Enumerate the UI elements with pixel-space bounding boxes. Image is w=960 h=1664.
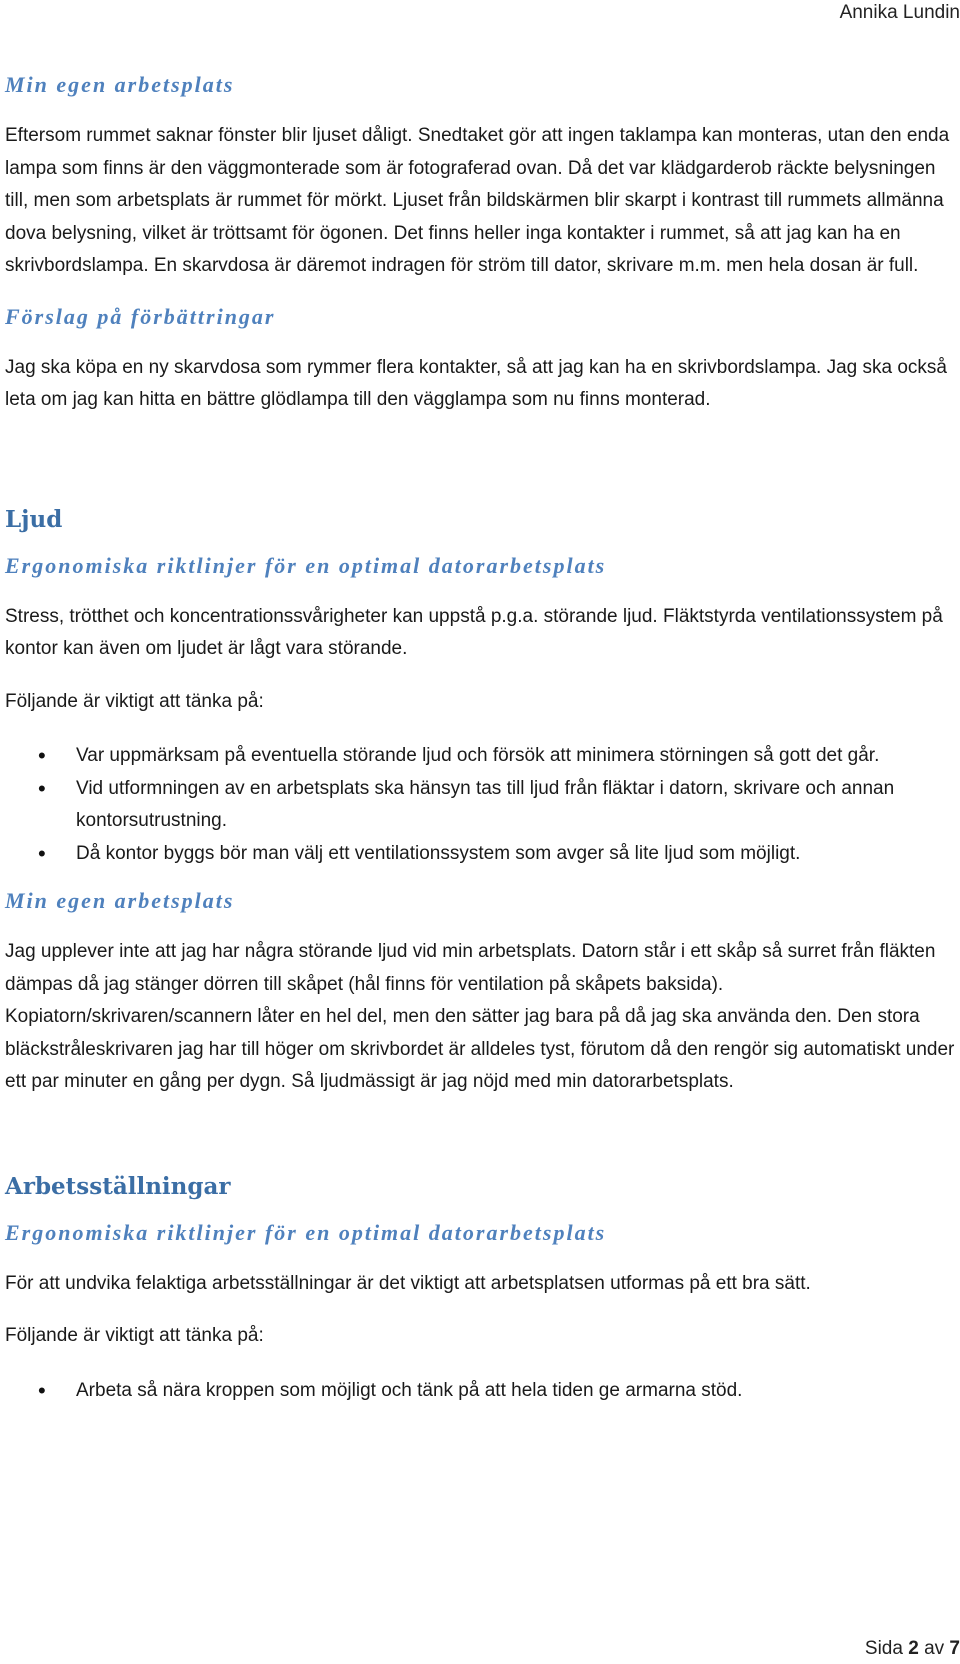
- bullet-list-posture: [5, 1375, 955, 1408]
- paragraph-sound: Stress, trötthet och koncentrationssvårigheter kan uppstå p.g.a. störande ljud. Fläktstyrda ventilationssystem på kontor kan även om ljudet är lågt vara störande.: [5, 605, 943, 659]
- page-content: [5, 70, 955, 1407]
- page-label: Sida: [864, 1638, 909, 1659]
- paragraph-sound-own-workplace: Jag upplever inte att jag har några störande ljud vid min arbetsplats. Datorn står i ett skåp så surret från fläkten dämpas då jag stänger dörren till skåpet (hål finns för ventilation på skåpets baksida). Kopiatorn/skrivaren/scannern låter en hel del, men den sätter jag bara på då jag ska använda den. Den stora bläckstråleskrivaren jag har till höger om skrivbordet är alldeles tyst, förutom då den rengör sig automatiskt under ett par minuter en gång per dygn. Så ljudmässigt är jag nöjd med min datorarbetsplats.: [5, 941, 955, 1092]
- heading-posture: Arbetsställningar: [5, 1172, 231, 1200]
- bullet-list-sound: [5, 740, 955, 870]
- paragraph-sound-intro: Följande är viktigt att tänka på:: [5, 690, 264, 712]
- list-item: • Vid utformningen av en arbetsplats ska hänsyn tas till ljud från fläktar i datorn, skrivare och annan kontorsutrustning.: [5, 773, 955, 838]
- list-item: • Var uppmärksam på eventuella störande ljud och försök att minimera störningen så gott det går.: [5, 740, 955, 773]
- current-page-number: 2: [908, 1638, 919, 1659]
- total-page-count: 7: [949, 1638, 960, 1659]
- heading-improvements: Förslag på förbättringar: [5, 303, 276, 329]
- paragraph-improvements: Jag ska köpa en ny skarvdosa som rymmer flera kontakter, så att jag kan ha en skrivbordslampa. Jag ska också leta om jag kan hitta en bättre glödlampa till den vägglampa som nu finns monterad.: [5, 356, 947, 410]
- paragraph-light-own-workplace: Eftersom rummet saknar fönster blir ljuset dåligt. Snedtaket gör att ingen taklampa kan monteras, utan den enda lampa som finns är den väggmonterade som är fotograferad ovan. Då det var klädgarderob räckte belysningen till, men som arbetsplats är rummet för mörkt. Ljuset från bildskärmen blir skarpt i kontrast till rummets allmänna dova belysning, vilket är tröttsamt för ögonen. Det finns heller inga kontakter i rummet, så att jag kan ha en skrivbordslampa. En skarvdosa är däremot indragen för ström till dator, skrivare m.m. men hela dosan är full.: [5, 125, 950, 276]
- list-item: • Arbeta så nära kroppen som möjligt och tänk på att hela tiden ge armarna stöd.: [5, 1375, 955, 1408]
- paragraph-posture: För att undvika felaktiga arbetsställningar är det viktigt att arbetsplatsen utformas på ett bra sätt.: [5, 1272, 811, 1294]
- paragraph-posture-intro: Följande är viktigt att tänka på:: [5, 1325, 264, 1346]
- subheading-posture-guidelines: Ergonomiska riktlinjer för en optimal datorarbetsplats: [5, 1219, 607, 1245]
- running-header-author: Annika Lundin: [839, 2, 960, 23]
- subheading-sound-guidelines: Ergonomiska riktlinjer för en optimal datorarbetsplats: [5, 552, 607, 578]
- page-of-label: av: [918, 1638, 950, 1659]
- heading-sound-own-workplace: Min egen arbetsplats: [5, 888, 235, 913]
- list-item: • Då kontor byggs bör man välj ett ventilationssystem som avger så lite ljud som möjligt.: [5, 838, 955, 871]
- heading-light-own-workplace: Min egen arbetsplats: [5, 72, 235, 97]
- page-number-footer: [865, 1636, 960, 1662]
- heading-sound: Ljud: [5, 505, 63, 533]
